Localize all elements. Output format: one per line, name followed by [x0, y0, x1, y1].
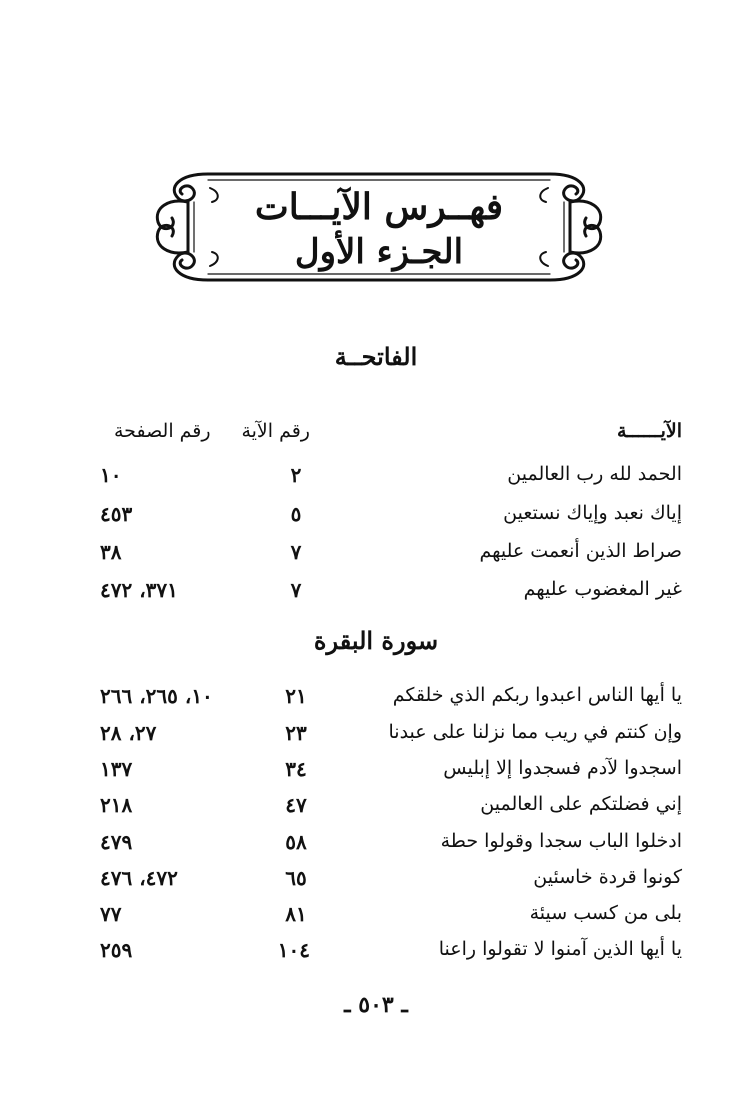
page-numbers: ١٣٧	[100, 757, 133, 781]
page-numbers: ٤٧٢، ٤٧٦	[100, 866, 178, 890]
section-heading-fatiha: الفاتحــة	[334, 342, 418, 371]
verse-text: يا أيها الذين آمنوا لا تقولوا راعنا	[438, 938, 682, 960]
page-numbers: ٣٨	[100, 540, 122, 564]
table-row	[0, 463, 752, 499]
verse-text: إني فضلتكم على العالمين	[480, 793, 682, 815]
table-row	[0, 502, 752, 538]
table-row	[0, 902, 752, 938]
page-numbers: ٢٧، ٢٨	[100, 721, 157, 745]
ayah-number: ٦٥	[285, 866, 307, 890]
section-heading-baqarah: سورة البقرة	[313, 626, 439, 655]
column-header-page-number: رقم الصفحة	[114, 420, 211, 442]
ayah-number: ٧	[290, 578, 302, 602]
verse-text: بلى من كسب سيئة	[529, 902, 682, 924]
ayah-number: ١٠٤	[277, 938, 310, 962]
verse-text: اسجدوا لآدم فسجدوا إلا إبليس	[443, 757, 682, 779]
page-numbers: ٧٧	[100, 902, 122, 926]
table-row	[0, 578, 752, 614]
table-row	[0, 866, 752, 902]
page-numbers: ٢١٨	[100, 793, 133, 817]
table-row	[0, 830, 752, 866]
column-header-verse: الآيــــــة	[617, 420, 682, 442]
page-numbers: ١٠	[100, 463, 122, 487]
ayah-number: ٥٨	[285, 830, 307, 854]
title-frame	[148, 168, 610, 286]
page-numbers: ٣٧١، ٤٧٢	[100, 578, 178, 602]
ayah-number: ٧	[290, 540, 302, 564]
column-header-ayah-number: رقم الآية	[241, 420, 310, 442]
ayah-number: ٢	[290, 463, 302, 487]
verse-text: ادخلوا الباب سجدا وقولوا حطة	[440, 830, 682, 852]
page-numbers: ٤٥٣	[100, 502, 133, 526]
volume-title: الجـزء الأول	[294, 232, 464, 272]
page-numbers: ٤٧٩	[100, 830, 133, 854]
verse-text: وإن كنتم في ريب مما نزلنا على عبدنا	[388, 721, 682, 743]
verse-text: كونوا قردة خاسئين	[533, 866, 682, 888]
ayah-number: ٤٧	[285, 793, 307, 817]
page-numbers: ١٠، ٢٦٥، ٢٦٦	[100, 684, 213, 708]
table-row	[0, 684, 752, 720]
verse-text: غير المغضوب عليهم	[523, 578, 682, 600]
index-title: فهــرس الآيـــات	[254, 186, 504, 228]
page-number: ـ ٥٠٣ ـ	[344, 992, 408, 1018]
table-row	[0, 540, 752, 576]
table-row	[0, 938, 752, 974]
verse-text: صراط الذين أنعمت عليهم	[479, 540, 682, 562]
table-row	[0, 721, 752, 757]
ayah-number: ٢٣	[285, 721, 307, 745]
ayah-number: ٥	[290, 502, 302, 526]
ayah-number: ٣٤	[285, 757, 307, 781]
verse-text: يا أيها الناس اعبدوا ربكم الذي خلقكم	[392, 684, 682, 706]
verse-text: إياك نعبد وإياك نستعين	[503, 502, 682, 524]
table-row	[0, 757, 752, 793]
table-row	[0, 793, 752, 829]
ayah-number: ٨١	[285, 902, 307, 926]
page-numbers: ٢٥٩	[100, 938, 133, 962]
verse-text: الحمد لله رب العالمين	[507, 463, 682, 485]
ayah-number: ٢١	[285, 684, 307, 708]
